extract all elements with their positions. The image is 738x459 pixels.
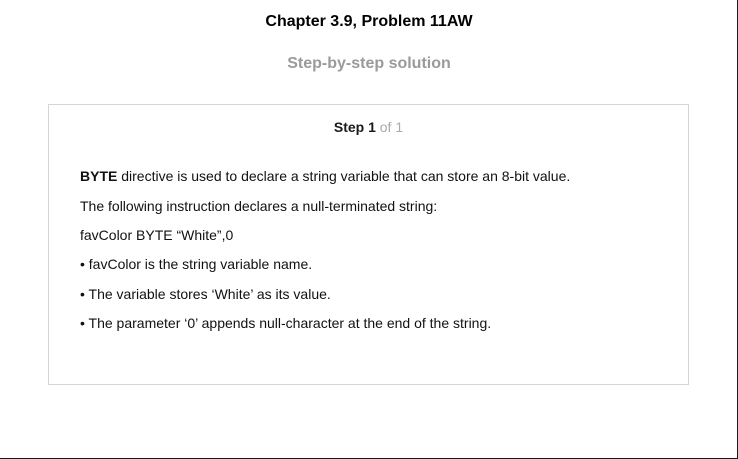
step-card [48,104,689,385]
solution-subtitle: Step-by-step solution [287,55,451,72]
intro-line [80,168,570,184]
step-label: Step 1 [333,119,376,135]
page-title: Chapter 3.9, Problem 11AW [265,13,473,30]
intro-text: directive is used to declare a string variable that can store an 8-bit value. [117,168,571,184]
code-line: favColor BYTE “White”,0 [80,227,234,243]
bullet-null-parameter: • The parameter ‘0’ appends null-character at the end of the string. [80,315,492,331]
instruction-line: The following instruction declares a null-terminated string: [80,198,438,214]
bullet-variable-value: • The variable stores ‘White’ as its value. [80,286,331,302]
step-header [49,119,688,135]
step-count: of 1 [379,119,404,135]
byte-keyword: BYTE [80,168,118,184]
bullet-variable-name: • favColor is the string variable name. [80,256,313,272]
